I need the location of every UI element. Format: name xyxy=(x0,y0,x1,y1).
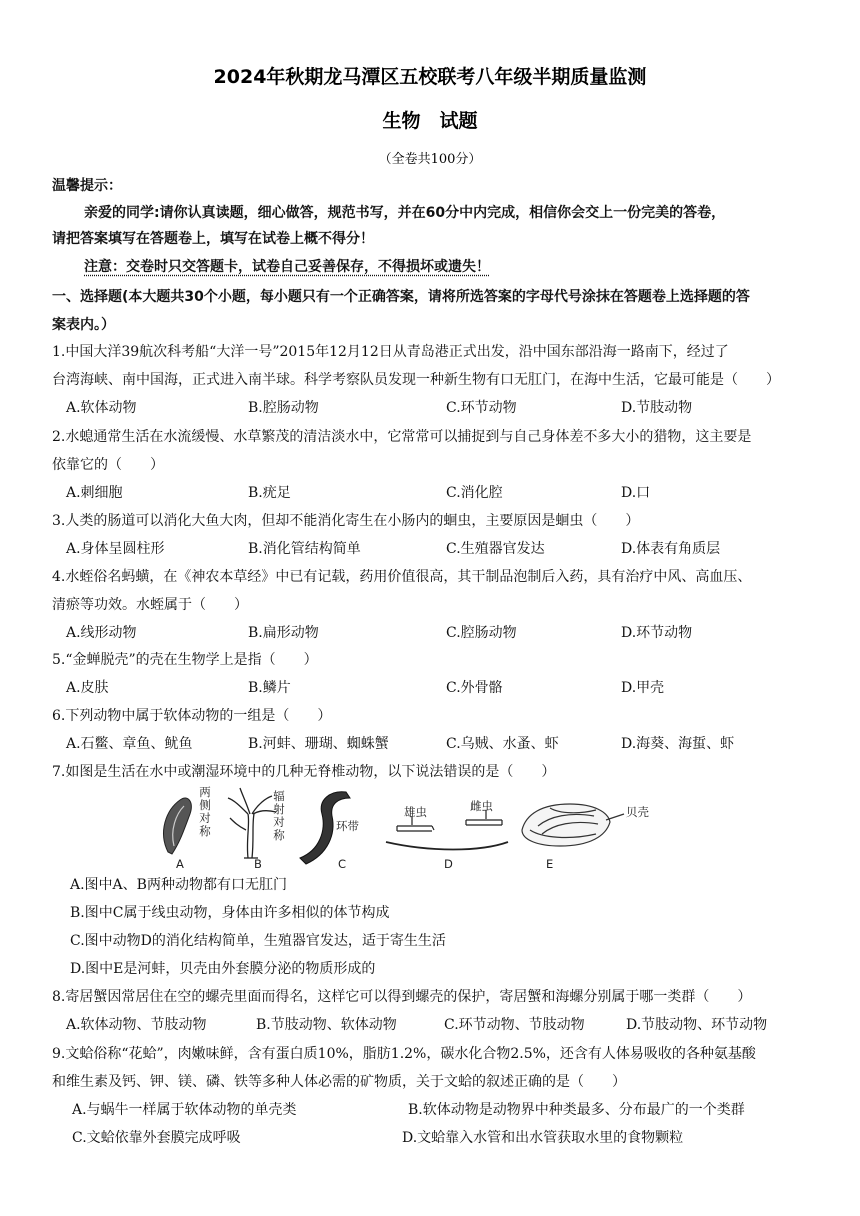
label-male-worm: 雄虫 xyxy=(404,805,427,819)
q5-options xyxy=(66,678,826,698)
q9-option-a: A.与蜗牛一样属于软体动物的单壳类 xyxy=(72,1102,297,1118)
label-radial-symmetry: 辐射对称 xyxy=(273,789,285,842)
q7-option-c: C.图中动物D的消化结构简单，生殖器官发达，适于寄生生活 xyxy=(70,933,446,949)
q9-stem-line-1: 9.文蛤俗称“花蛤”，肉嫩味鲜，含有蛋白质10%，脂肪1.2%，碳水化合物2.5%，还含有人体易吸收的各种氨基酸 xyxy=(52,1046,756,1062)
q7-option-d: D.图中E是河蚌，贝壳由外套膜分泌的物质形成的 xyxy=(70,961,376,977)
q4-option-c: C.腔肠动物 xyxy=(446,625,517,641)
q7-stem: 7.如图是生活在水中或潮湿环境中的几种无脊椎动物，以下说法错误的是（ ） xyxy=(52,764,556,780)
q9-option-c: C.文蛤依靠外套膜完成呼吸 xyxy=(72,1130,241,1146)
q6-options xyxy=(66,734,826,754)
q5-option-b: B.鳞片 xyxy=(248,680,291,696)
figure-letter-b: B xyxy=(254,857,262,871)
q3-option-c: C.生殖器官发达 xyxy=(446,541,545,557)
exam-total-score: （全卷共100分） xyxy=(378,152,482,167)
q1-stem-line-1: 1.中国大洋39航次科考船“大洋一号”2015年12月12日从青岛港正式出发，沿中国东部沿海一路南下，经过了 xyxy=(52,344,729,360)
q7-option-b: B.图中C属于线虫动物，身体由许多相似的体节构成 xyxy=(70,905,390,921)
q3-option-d: D.体表有角质层 xyxy=(621,541,721,557)
q1-option-c: C.环节动物 xyxy=(446,400,517,416)
q4-options xyxy=(66,623,826,643)
q6-option-c: C.乌贼、水蚤、虾 xyxy=(446,736,559,752)
q1-option-a: A.软体动物 xyxy=(66,400,137,416)
q4-stem-line-2: 清瘀等功效。水蛭属于（ ） xyxy=(52,597,248,613)
figure-letter-d: D xyxy=(444,857,453,871)
q4-option-b: B.扁形动物 xyxy=(248,625,319,641)
q4-stem-line-1: 4.水蛭俗名蚂蟥，在《神农本草经》中已有记载，药用价值很高，其干制品泡制后入药，具有治疗中风、高血压、 xyxy=(52,569,752,585)
q3-option-b: B.消化管结构简单 xyxy=(248,541,361,557)
q8-stem: 8.寄居蟹因常居住在空的螺壳里面而得名，这样它可以得到螺壳的保护，寄居蟹和海螺分别属于哪一类群（ ） xyxy=(52,989,752,1005)
q8-option-c: C.环节动物、节肢动物 xyxy=(444,1017,585,1033)
clam-drawing xyxy=(522,804,624,846)
q2-stem-line-1: 2.水螅通常生活在水流缓慢、水草繁茂的清洁淡水中，它常常可以捕捉到与自己身体差不多大小的猎物，这主要是 xyxy=(52,429,752,445)
notice-paragraph-1b: 请把答案填写在答题卷上，填写在试卷上概不得分！ xyxy=(52,231,374,247)
q9-option-d: D.文蛤靠入水管和出水管获取水里的食物颗粒 xyxy=(402,1130,684,1146)
q3-option-a: A.身体呈圆柱形 xyxy=(66,541,165,557)
q1-option-b: B.腔肠动物 xyxy=(248,400,319,416)
q5-option-d: D.甲壳 xyxy=(621,680,665,696)
notice-paragraph-2-text: 注意：交卷时只交答题卡，试卷自己妥善保存，不得损坏或遗失！ xyxy=(84,259,490,275)
q9-options-row-1 xyxy=(72,1100,832,1120)
section-1-heading-line-1: 一、选择题(本大题共30个小题，每小题只有一个正确答案，请将所选答案的字母代号涂抹在答题卷上选择题的答 xyxy=(52,289,750,305)
notice-heading: 温馨提示： xyxy=(52,178,122,194)
q6-option-b: B.河蚌、珊瑚、蜘蛛蟹 xyxy=(248,736,389,752)
notice-paragraph-1a: 亲爱的同学:请你认真读题，细心做答，规范书写，并在60分中内完成，相信你会交上一份完美的答卷， xyxy=(84,205,726,221)
q1-stem-line-2: 台湾海峡、南中国海，正式进入南半球。科学考察队员发现一种新生物有口无肛门，在海中生活，它最可能是（ ） xyxy=(52,372,780,388)
q2-option-d: D.口 xyxy=(621,485,651,501)
q9-stem-line-2: 和维生素及钙、钾、镁、磷、铁等多种人体必需的矿物质，关于文蛤的叙述正确的是（ ） xyxy=(52,1074,626,1090)
q1-options xyxy=(66,398,826,418)
q3-stem: 3.人类的肠道可以消化大鱼大肉，但却不能消化寄生在小肠内的蛔虫，主要原因是蛔虫（ ） xyxy=(52,513,640,529)
figure-letter-c: C xyxy=(338,857,347,871)
q8-options xyxy=(66,1015,826,1035)
exam-title: 2024年秋期龙马潭区五校联考八年级半期质量监测 xyxy=(213,66,647,88)
figure-letter-e: E xyxy=(546,857,554,871)
q2-option-a: A.刺细胞 xyxy=(66,485,123,501)
q6-stem: 6.下列动物中属于软体动物的一组是（ ） xyxy=(52,708,332,724)
q8-option-a: A.软体动物、节肢动物 xyxy=(66,1017,207,1033)
q9-option-b: B.软体动物是动物界中种类最多、分布最广的一个类群 xyxy=(408,1102,745,1118)
q8-option-b: B.节肢动物、软体动物 xyxy=(256,1017,397,1033)
q5-stem: 5.“金蝉脱壳”的壳在生物学上是指（ ） xyxy=(52,652,318,668)
q2-stem-line-2: 依靠它的（ ） xyxy=(52,457,164,473)
q2-options xyxy=(66,483,826,503)
q3-options xyxy=(66,539,826,559)
label-female-worm: 雌虫 xyxy=(470,799,493,813)
planarian-drawing xyxy=(164,798,192,854)
q5-option-a: A.皮肤 xyxy=(66,680,109,696)
hydra-drawing xyxy=(228,788,276,858)
label-clitellum: 环带 xyxy=(336,819,359,833)
q2-option-b: B.疣足 xyxy=(248,485,291,501)
q7-invertebrates-figure xyxy=(150,780,660,872)
notice-paragraph-2 xyxy=(84,257,860,277)
q9-options-row-2 xyxy=(72,1128,832,1148)
q7-option-a: A.图中A、B两种动物都有口无肛门 xyxy=(70,877,287,893)
section-1-heading-line-2: 案表内。） xyxy=(52,317,115,333)
q6-option-d: D.海葵、海蜇、虾 xyxy=(621,736,735,752)
q5-option-c: C.外骨骼 xyxy=(446,680,503,696)
label-bilateral-symmetry: 两侧对称 xyxy=(199,785,211,838)
exam-subject: 生物 试题 xyxy=(382,110,478,132)
q6-option-a: A.石鳖、章鱼、鱿鱼 xyxy=(66,736,193,752)
q2-option-c: C.消化腔 xyxy=(446,485,503,501)
label-shell: 贝壳 xyxy=(626,805,649,819)
q1-option-d: D.节肢动物 xyxy=(621,400,693,416)
figure-letter-a: A xyxy=(176,857,184,871)
q4-option-d: D.环节动物 xyxy=(621,625,693,641)
q4-option-a: A.线形动物 xyxy=(66,625,137,641)
q8-option-d: D.节肢动物、环节动物 xyxy=(626,1017,768,1033)
q7-figure-drawing xyxy=(150,780,660,872)
